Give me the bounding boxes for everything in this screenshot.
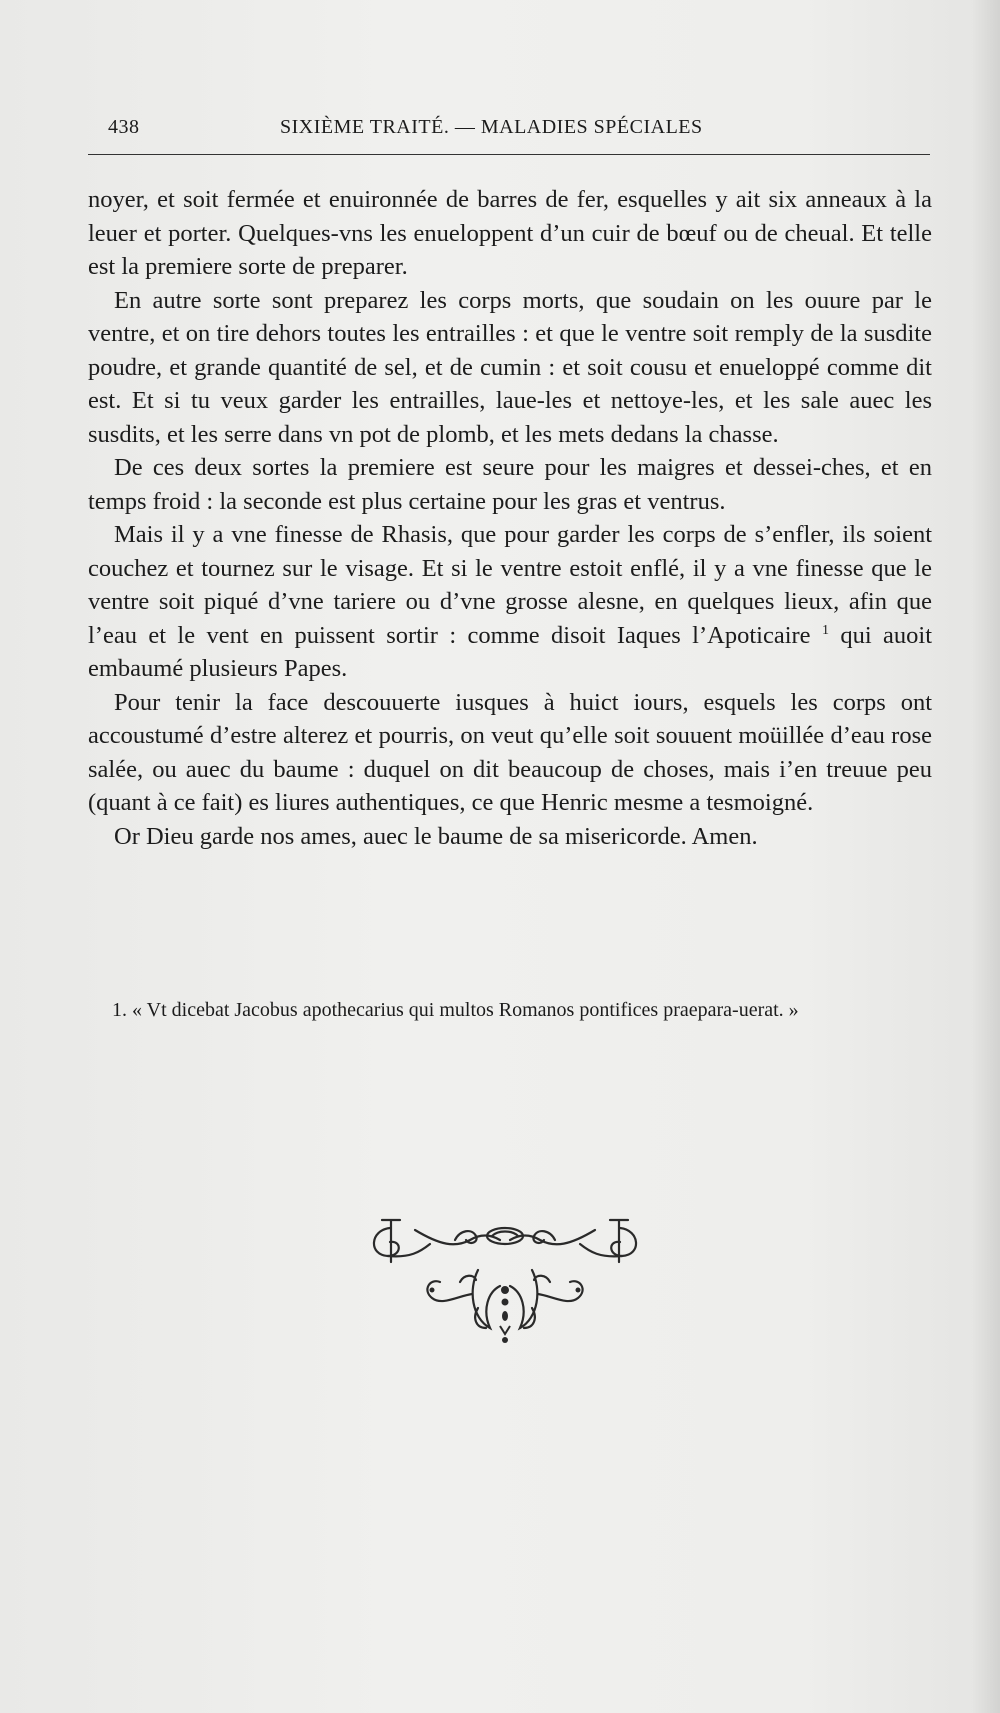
main-text	[88, 183, 932, 853]
page-header	[88, 112, 930, 146]
footnote-reference: 1	[821, 622, 829, 638]
footnote-text: « Vt dicebat Jacobus apothecarius qui multos Romanos pontifices praepara-uerat. »	[132, 999, 799, 1021]
header-rule	[88, 154, 930, 155]
footnote	[88, 996, 932, 1024]
paragraph	[88, 518, 932, 686]
paragraph-text: qui auoit embaumé plusieurs Papes.	[88, 621, 932, 682]
paragraph: De ces deux sortes la premiere est seure pour les maigres et dessei-ches, et en temps froid : la seconde est plus certaine pour les gras et ventrus.	[88, 454, 932, 515]
footnote-number: 1.	[112, 999, 127, 1021]
paragraph-text: Mais il y a vne finesse de Rhasis, que pour garder les corps de s’enfler, ils soient couchez et tournez sur le visage. Et si le ventre estoit enflé, il y a vne finesse que le ventre soit piqué d’vne tariere ou d’vne grosse alesne, en quelques lieux, afin que l’eau et le vent en puissent sortir : comme disoit Iaques l’Apoticaire	[88, 521, 932, 649]
decorative-tailpiece-ornament	[360, 1200, 650, 1360]
running-head: SIXIÈME TRAITÉ. — MALADIES SPÉCIALES	[280, 116, 703, 138]
page-edge-shadow	[972, 0, 1000, 1713]
paragraph: Or Dieu garde nos ames, auec le baume de sa misericorde. Amen.	[114, 822, 758, 850]
paragraph: noyer, et soit fermée et enuironnée de barres de fer, esquelles y ait six anneaux à la leuer et porter. Quelques-vns les enueloppent d’un cuir de bœuf ou de cheual. Et telle est la premiere sorte de preparer.	[88, 186, 932, 280]
paragraph: En autre sorte sont preparez les corps morts, que soudain on les ouure par le ventre, et on tire dehors toutes les entrailles : et que le ventre soit remply de la susdite poudre, et grande quantité de sel, et de cumin : et soit cousu et enueloppé comme dit est. Et si tu veux garder les entrailles, laue-les et nettoye-les, et les sale auec les susdits, et les serre dans vn pot de plomb, et les mets dedans la chasse.	[88, 286, 932, 448]
paragraph: Pour tenir la face descouuerte iusques à huict iours, esquels les corps ont accoustumé d’estre alterez et pourris, on veut qu’elle soit souuent moüillée d’eau rose salée, ou auec du baume : duquel on dit beaucoup de choses, mais i’en treuue peu (quant à ce fait) es liures authentiques, ce que Henric mesme a tesmoigné.	[88, 688, 932, 816]
page-number: 438	[108, 116, 140, 138]
